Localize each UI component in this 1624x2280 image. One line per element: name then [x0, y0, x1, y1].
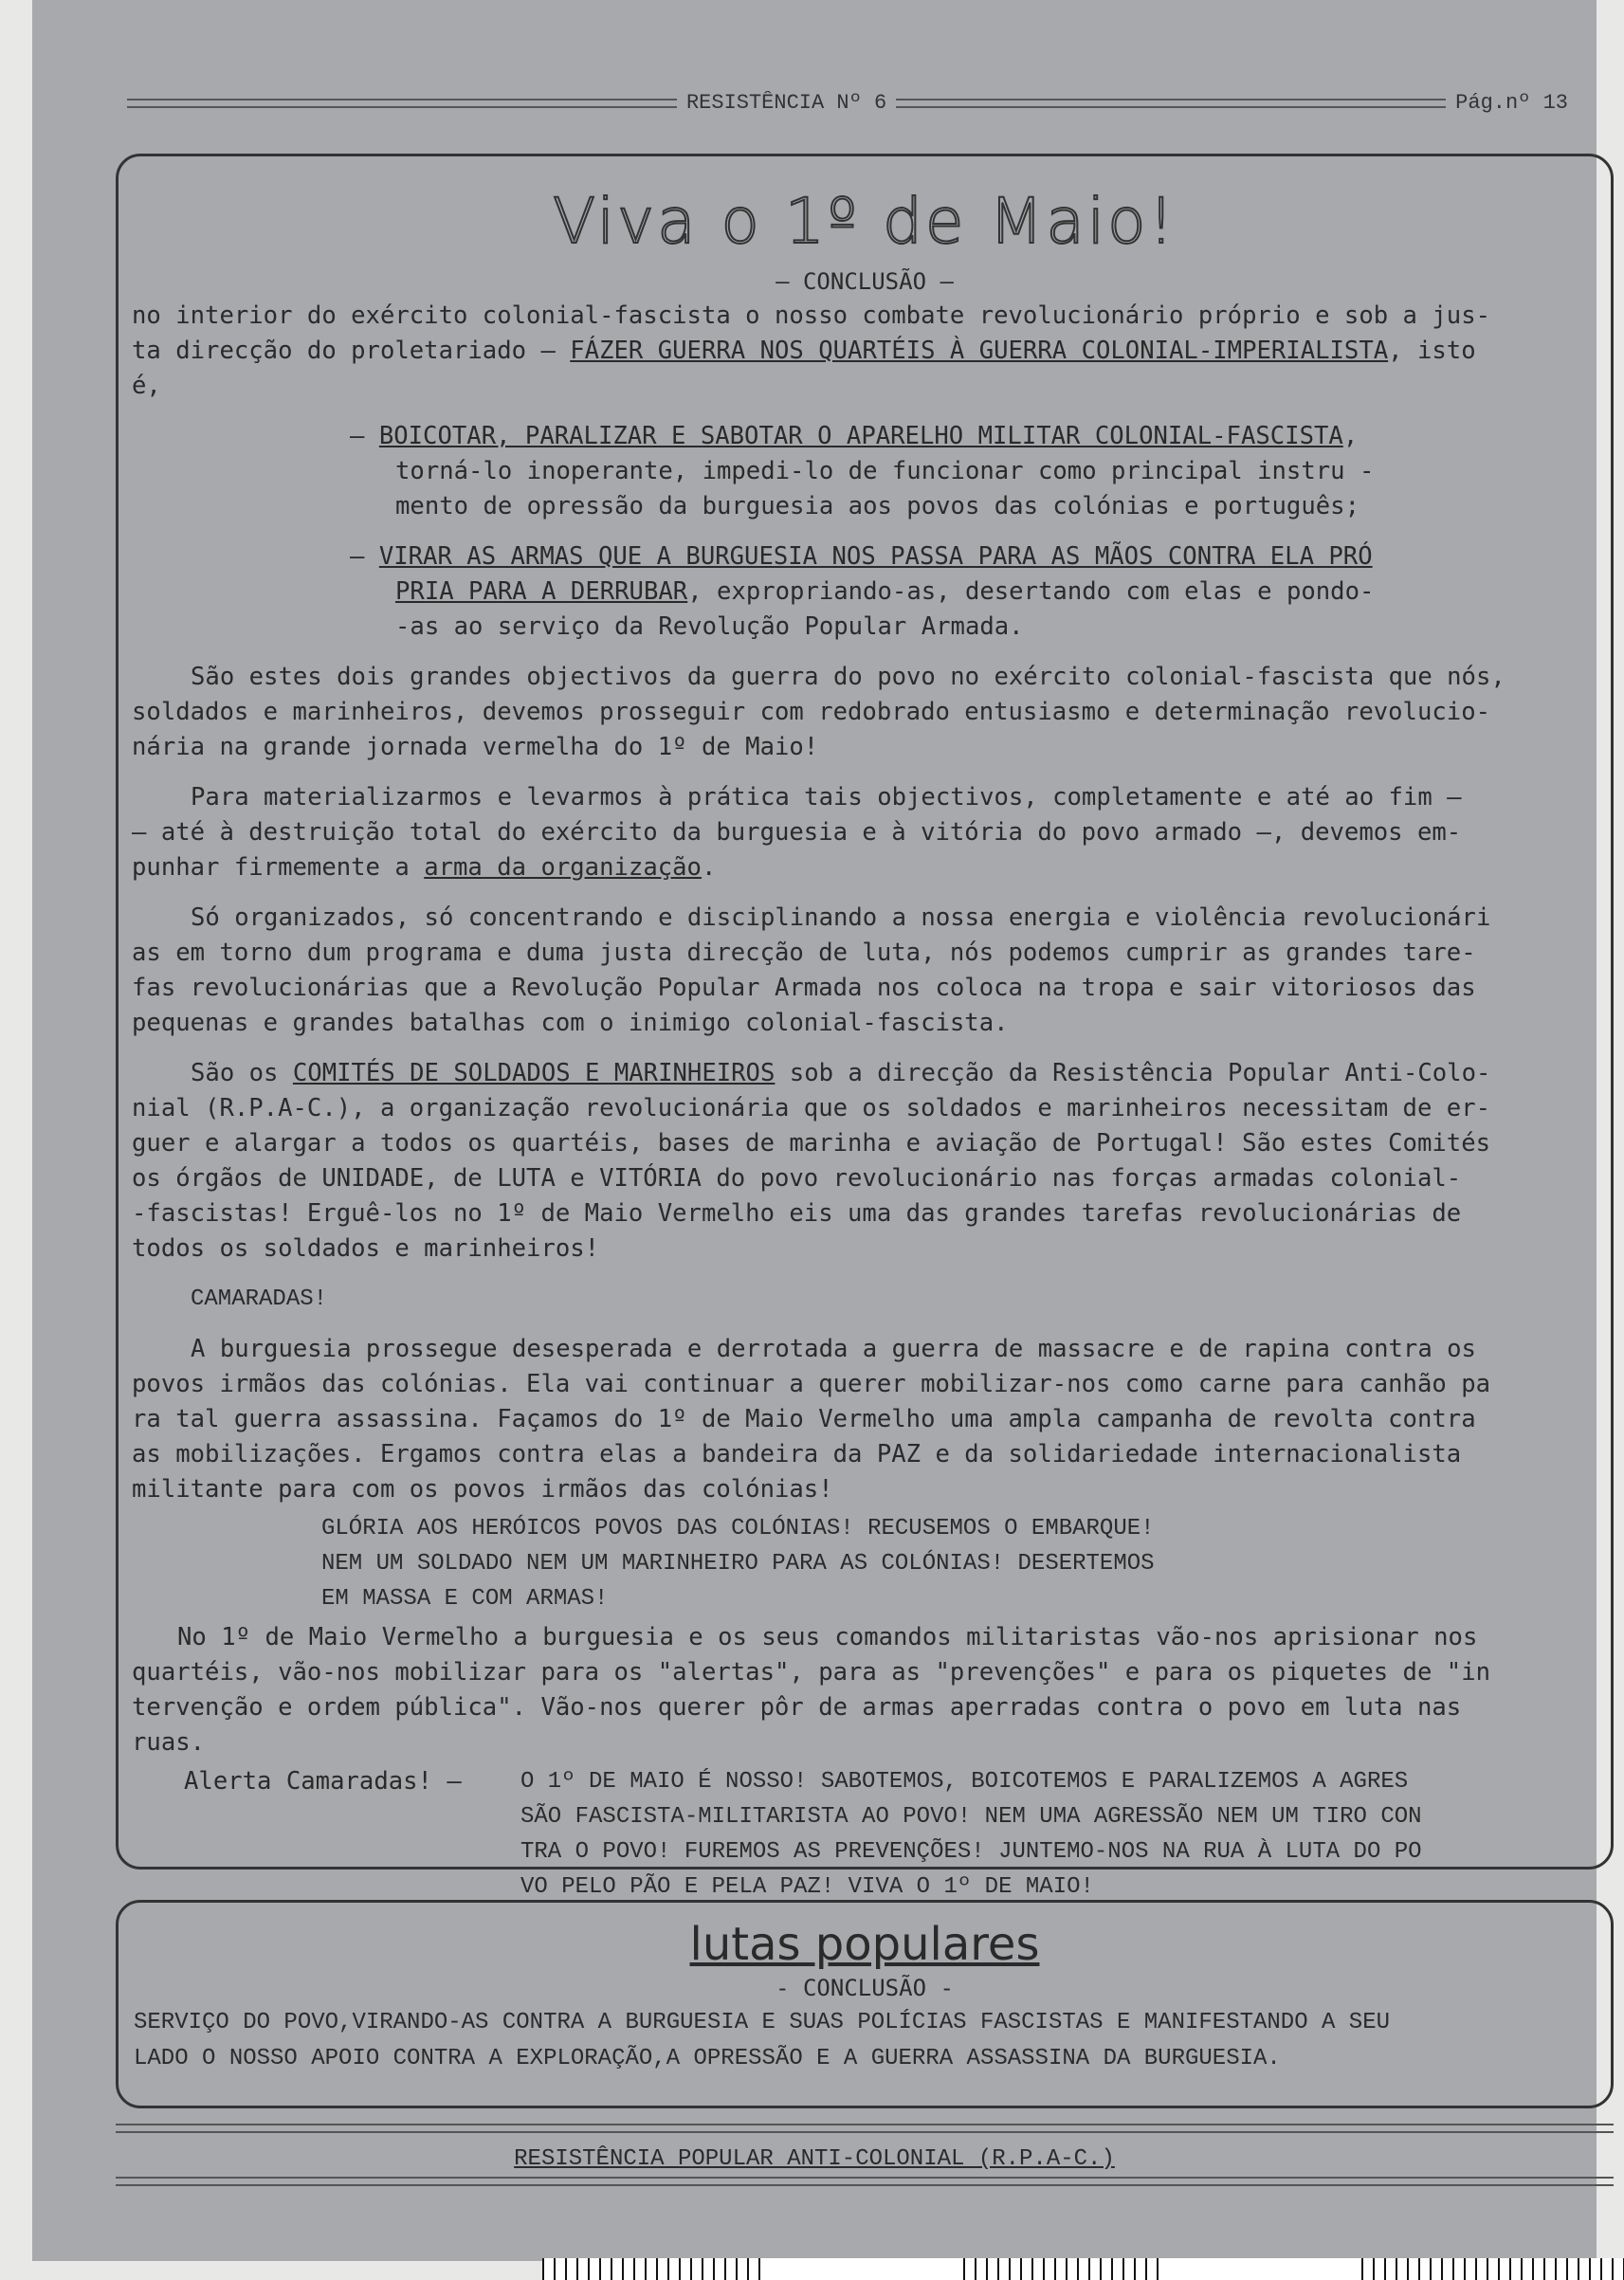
paragraph-4 [132, 901, 1601, 1041]
alert-line: TRA O POVO! FUREMOS AS PREVENÇÕES! JUNTEMO-NOS NA RUA À LUTA DO PO [520, 1839, 1422, 1865]
text-line [350, 575, 1601, 610]
alert-lead: Alerta Camaradas! — [184, 1767, 462, 1796]
alert-text [520, 1764, 1422, 1905]
text-segment: punhar firmemente a [132, 853, 425, 882]
paragraph-3 [132, 780, 1601, 885]
text-line: nária na grande jornada vermelha do 1º de Maio! [132, 733, 819, 761]
page-header [127, 91, 1568, 115]
text-line: LADO O NOSSO APOIO CONTRA A EXPLORAÇÃO,A OPRESSÃO E A GUERRA ASSASSINA DA BURGUESIA. [134, 2046, 1281, 2071]
text-line: — até à destruição total do exército da burguesia e à vitória do povo armado —, devemos em- [132, 818, 1462, 847]
text-line: todos os soldados e marinheiros! [132, 1234, 600, 1263]
header-rule-right [896, 99, 1446, 108]
text-line: -fascistas! Erguê-los no 1º de Maio Vermelho eis uma das grandes tarefas revolucionárias de [132, 1199, 1462, 1228]
publication-title: RESISTÊNCIA Nº 6 [685, 91, 887, 115]
slogans-block [132, 1511, 1601, 1616]
footer-rule-top [116, 2124, 1614, 2133]
text-line: A burguesia prossegue desesperada e derrotada a guerra de massacre e de rapina contra os [191, 1335, 1476, 1363]
article-subtitle: — CONCLUSÃO — [776, 268, 954, 295]
alert-block [132, 1764, 1601, 1905]
text-line: ruas. [132, 1728, 206, 1757]
text-line: CAMARADAS! [191, 1286, 328, 1312]
article-title: lutas populares [689, 1918, 1040, 1971]
scale-segment [770, 2258, 959, 2280]
text-line: os órgãos de UNIDADE, de LUTA e VITÓRIA do povo revolucionário nas forças armadas colonial- [132, 1164, 1462, 1193]
text-segment: , [1342, 422, 1359, 450]
text-line: ra tal guerra assassina. Façamos do 1º de Maio Vermelho uma ampla campanha de revolta contra [132, 1405, 1476, 1433]
article-viva-maio [116, 154, 1614, 1900]
text-line: povos irmãos das colónias. Ela vai continuar a querer mobilizar-nos como carne para canhão pa [132, 1370, 1491, 1398]
underlined-slogan: BOICOTAR, PARALIZAR E SABOTAR O APARELHO MILITAR COLONIAL-FASCISTA [378, 422, 1343, 450]
paragraph-7 [132, 1620, 1601, 1760]
text-line: tervenção e ordem pública". Vão-nos querer pôr de armas aperradas contra o povo em luta nas [132, 1693, 1462, 1722]
page-number: Pág.nº 13 [1455, 91, 1568, 115]
text-line: pequenas e grandes batalhas com o inimigo colonial-fascista. [132, 1009, 1009, 1037]
paragraph-1 [132, 299, 1601, 404]
text-line: quartéis, vão-nos mobilizar para os "alertas", para as "prevenções" e para os piquetes de "in [132, 1658, 1491, 1687]
text-line: mento de opressão da burguesia aos povos das colónias e português; [395, 492, 1359, 520]
underlined-slogan: FÁZER GUERRA NOS QUARTÉIS À GUERRA COLONIAL-IMPERIALISTA [570, 337, 1389, 365]
text-segment: , isto [1388, 337, 1476, 365]
text-line [132, 850, 1601, 885]
alert-line: VO PELO PÃO E PELA PAZ! VIVA O 1º DE MAIO! [520, 1874, 1094, 1900]
footer-text: RESISTÊNCIA POPULAR ANTI-COLONIAL (R.P.A-C.) [514, 2146, 1115, 2172]
article-lutas-populares [116, 1900, 1614, 2108]
article-body [134, 2005, 1603, 2077]
text-segment: São os [191, 1059, 293, 1087]
text-line: fas revolucionárias que a Revolução Popular Armada nos coloca na tropa e sair vitoriosos das [132, 974, 1476, 1002]
text-line [132, 1056, 1601, 1091]
list-item-1 [132, 419, 1601, 524]
text-line: Só organizados, só concentrando e disciplinando a nossa energia e violência revolucionári [191, 903, 1491, 932]
camaradas-heading [132, 1282, 1601, 1317]
text-line: SERVIÇO DO POVO,VIRANDO-AS CONTRA A BURGUESIA E SUAS POLÍCIAS FASCISTAS E MANIFESTANDO A SEU [134, 2010, 1391, 2035]
text-line: guer e alargar a todos os quartéis, bases de marinha e aviação de Portugal! São estes Comités [132, 1129, 1491, 1158]
document-page [32, 0, 1597, 2261]
text-line: Para materializarmos e levarmos à prática tais objectivos, completamente e até ao fim — [191, 783, 1462, 812]
article-title: Viva o 1º de Maio! [553, 185, 1177, 258]
slogan-line: EM MASSA E COM ARMAS! [321, 1586, 609, 1612]
text-line: No 1º de Maio Vermelho a burguesia e os seus comandos militaristas vão-nos aprisionar nos [177, 1623, 1478, 1651]
paragraph-2 [132, 660, 1601, 765]
text-segment: ta direcção do proletariado — [132, 337, 571, 365]
alert-line: SÃO FASCISTA-MILITARISTA AO POVO! NEM UMA AGRESSÃO NEM UM TIRO CON [520, 1804, 1422, 1830]
text-line: nial (R.P.A-C.), a organização revolucionária que os soldados e marinheiros necessitam de er- [132, 1094, 1491, 1122]
article-body [132, 299, 1601, 1905]
text-line: -as ao serviço da Revolução Popular Armada. [395, 612, 1024, 641]
text-line: torná-lo inoperante, impedi-lo de funcionar como principal instru - [395, 457, 1375, 485]
list-item-2 [132, 539, 1601, 645]
text-line: — BOICOTAR, PARALIZAR E SABOTAR O APARELHO MILITAR COLONIAL-FASCISTA, [350, 422, 1359, 450]
text-line: São estes dois grandes objectivos da guerra do povo no exército colonial-fascista que nós, [191, 663, 1505, 691]
slogan-line: GLÓRIA AOS HERÓICOS POVOS DAS COLÓNIAS! RECUSEMOS O EMBARQUE! [321, 1516, 1155, 1541]
footer-organization [32, 2146, 1597, 2172]
underlined-phrase: COMITÉS DE SOLDADOS E MARINHEIROS [292, 1059, 776, 1087]
text-segment: , expropriando-as, desertando com elas e pondo- [687, 577, 1375, 606]
paragraph-5 [132, 1056, 1601, 1267]
text-line: as em torno dum programa e duma justa direcção de luta, nós podemos cumprir as grandes tare- [132, 939, 1476, 967]
text-line: no interior do exército colonial-fascista o nosso combate revolucionário próprio e sob a jus- [132, 301, 1491, 330]
text-line: soldados e marinheiros, devemos prosseguir com redobrado entusiasmo e determinação revolucio- [132, 698, 1491, 726]
underlined-slogan: PRIA PARA A DERRUBAR [395, 577, 688, 606]
text-segment: . [701, 853, 717, 882]
footer-rule-bottom [116, 2177, 1614, 2186]
archive-scale-bar [542, 2258, 1624, 2280]
underlined-slogan: VIRAR AS ARMAS QUE A BURGUESIA NOS PASSA PARA AS MÃOS CONTRA ELA PRÓ [378, 542, 1373, 571]
text-line: militante para com os povos irmãos das colónias! [132, 1475, 833, 1504]
text-line: as mobilizações. Ergamos contra elas a bandeira da PAZ e da solidariedade internacionalista [132, 1440, 1462, 1468]
slogan-line: NEM UM SOLDADO NEM UM MARINHEIRO PARA AS COLÓNIAS! DESERTEMOS [321, 1551, 1155, 1577]
text-segment: sob a direcção da Resistência Popular Anti-Colo- [775, 1059, 1491, 1087]
article-subtitle: - CONCLUSÃO - [776, 1975, 954, 2001]
text-line: é, [132, 372, 161, 400]
text-line: — VIRAR AS ARMAS QUE A BURGUESIA NOS PASSA PARA AS MÃOS CONTRA ELA PRÓ [350, 542, 1373, 571]
underlined-phrase: arma da organização [424, 853, 702, 882]
scale-segment [1168, 2258, 1358, 2280]
text-line [132, 334, 1601, 369]
paragraph-6 [132, 1332, 1601, 1507]
alert-line: O 1º DE MAIO É NOSSO! SABOTEMOS, BOICOTEMOS E PARALIZEMOS A AGRES [520, 1769, 1409, 1795]
header-rule-left [127, 99, 677, 108]
